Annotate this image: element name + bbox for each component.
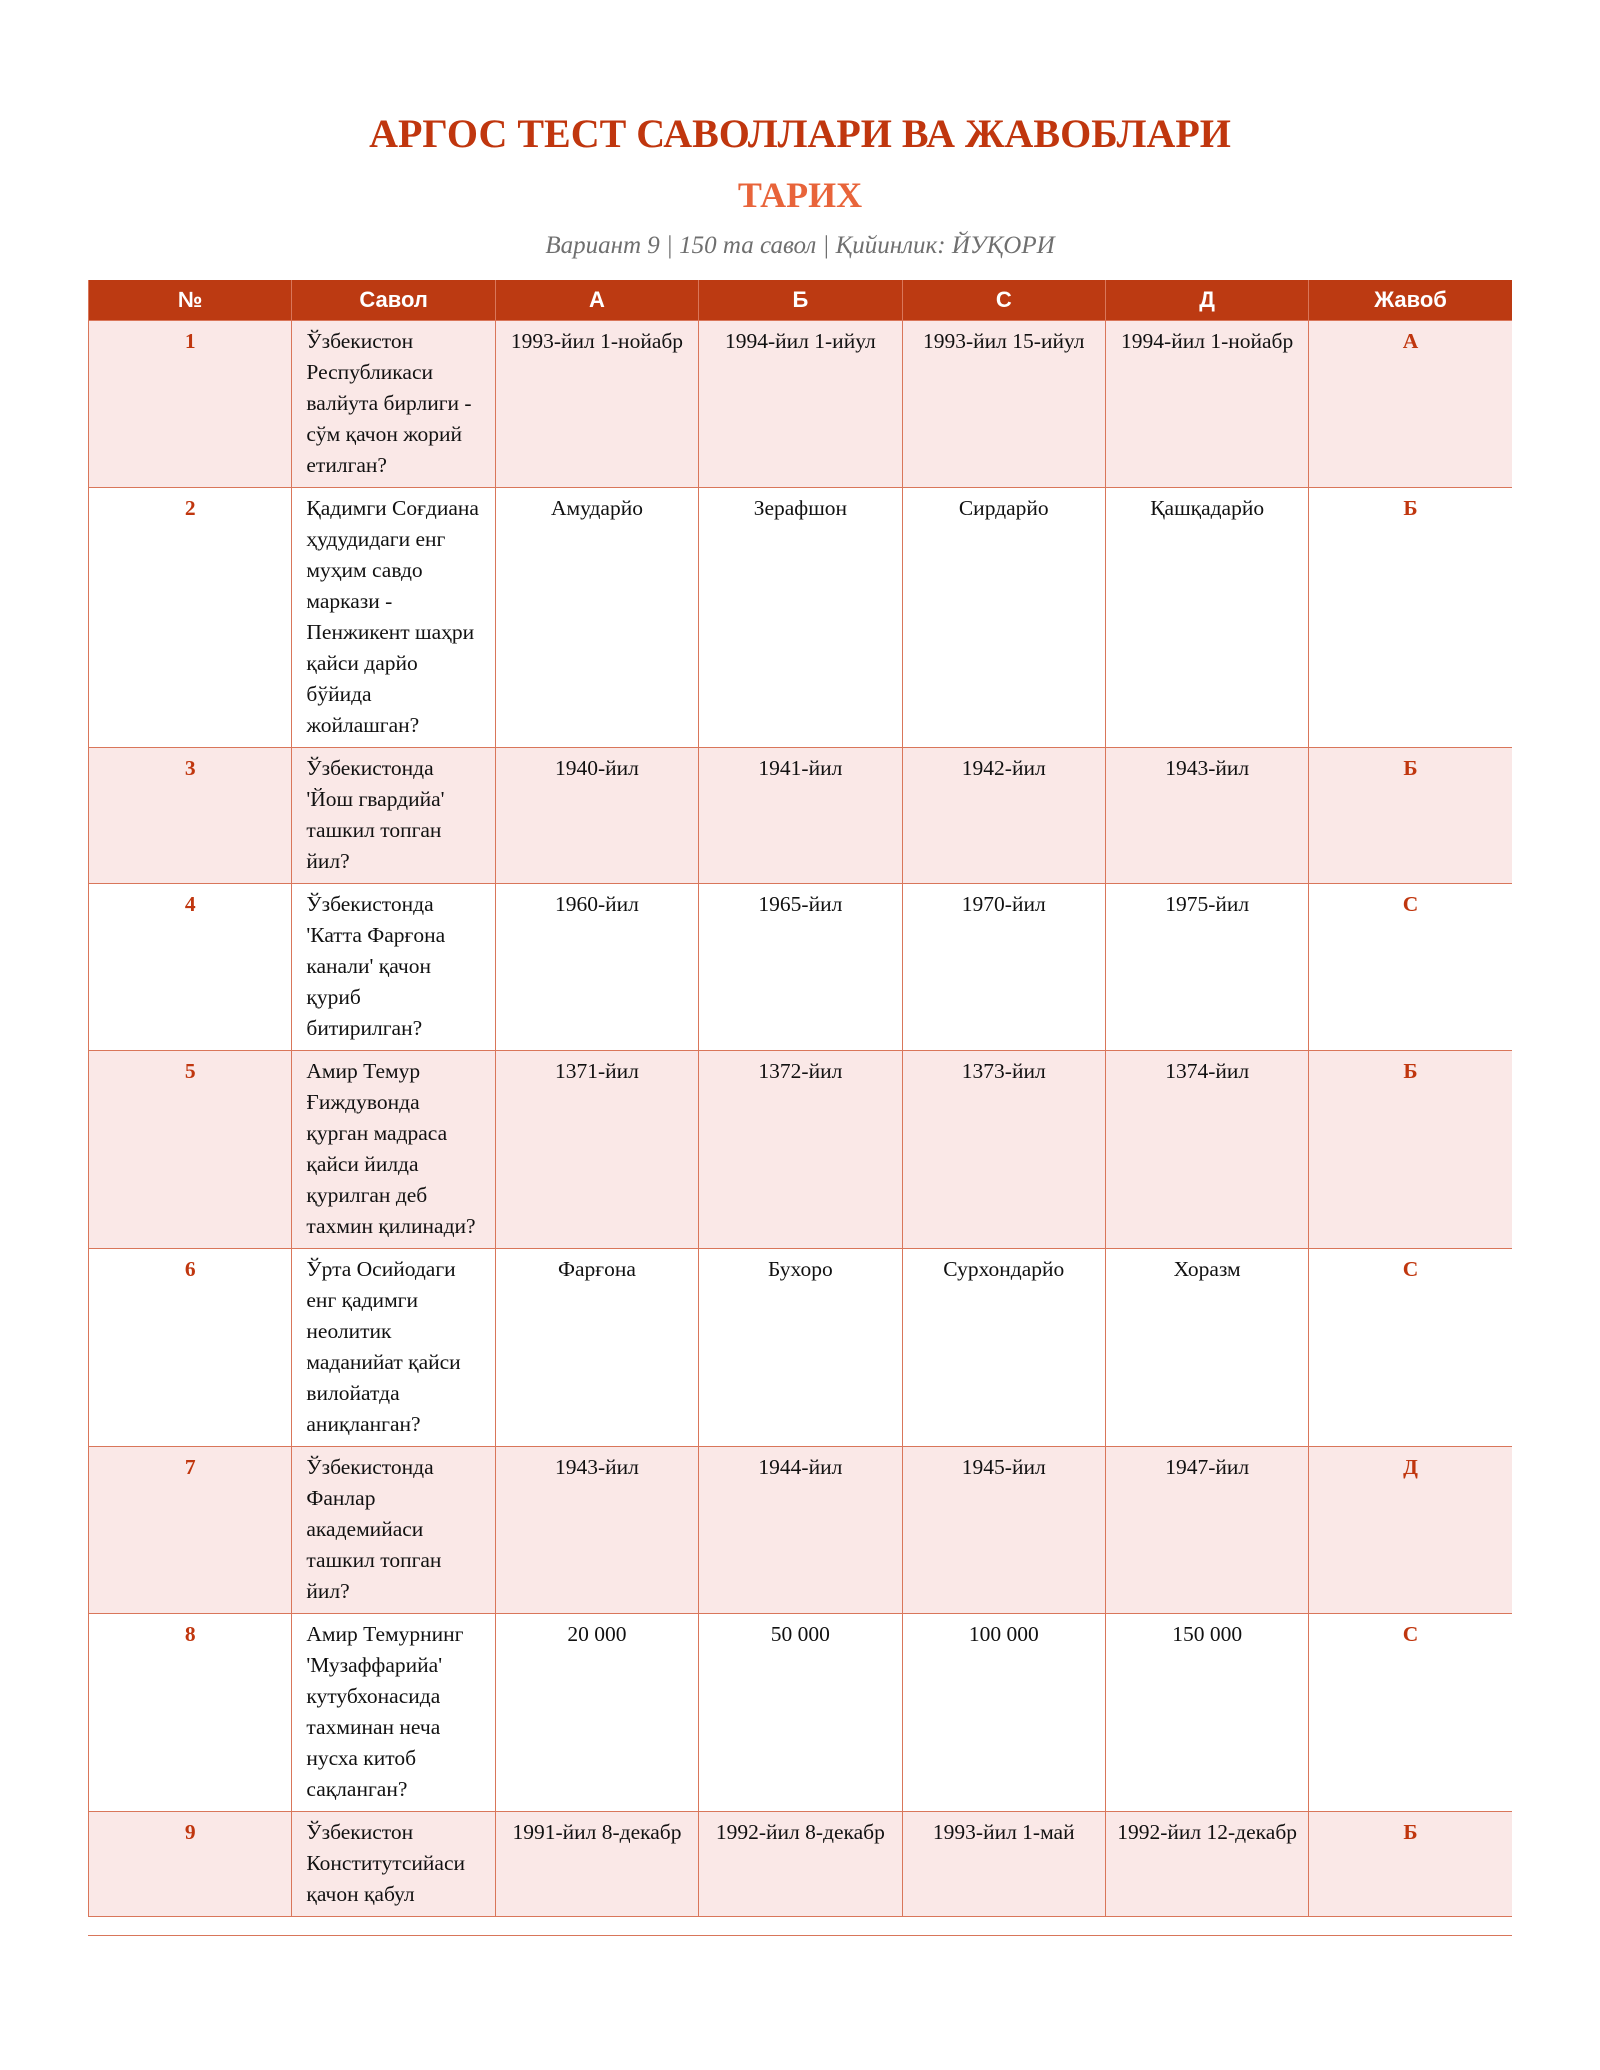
table-row [89, 1051, 1513, 1249]
question-number: 2 [89, 488, 292, 748]
answer: Д [1309, 1447, 1512, 1614]
option-d: 1374-йил [1105, 1051, 1308, 1249]
option-a: Амударйо [495, 488, 698, 748]
option-c: 1945-йил [902, 1447, 1105, 1614]
option-d: 150 000 [1105, 1614, 1308, 1812]
option-b: 1965-йил [699, 884, 902, 1051]
table-header [89, 280, 1513, 321]
document-title: АРГОС ТЕСТ САВОЛЛАРИ ВА ЖАВОБЛАРИ [369, 111, 1231, 156]
question-number: 4 [89, 884, 292, 1051]
table-row [89, 1447, 1513, 1614]
option-b: 1944-йил [699, 1447, 902, 1614]
question-text: Амир Темур Ғиждувонда қурган мадраса қайси йилда қурилган деб тахмин қилинади? [292, 1051, 495, 1249]
table-row [89, 321, 1513, 488]
question-text: Ўзбекистон Конститутсийаси қачон қабул [292, 1812, 495, 1917]
answer: Б [1309, 1051, 1512, 1249]
column-header-option-b: Б [699, 280, 902, 321]
option-d: Хоразм [1105, 1249, 1308, 1447]
question-text: Ўрта Осийодаги енг қадимги неолитик маданийат қайси вилойатда аниқланган? [292, 1249, 495, 1447]
option-b: 50 000 [699, 1614, 902, 1812]
option-a: 20 000 [495, 1614, 698, 1812]
option-b: Бухоро [699, 1249, 902, 1447]
option-a: 1993-йил 1-нойабр [495, 321, 698, 488]
option-c: 1993-йил 1-май [902, 1812, 1105, 1917]
subject-title: ТАРИХ [737, 175, 863, 215]
table-row [89, 488, 1513, 748]
table-row [89, 1812, 1513, 1917]
answer: Б [1309, 748, 1512, 884]
option-d: 1947-йил [1105, 1447, 1308, 1614]
table-row [89, 1614, 1513, 1812]
question-text: Ўзбекистонда Фанлар академийаси ташкил топган йил? [292, 1447, 495, 1614]
column-header-option-d: Д [1105, 280, 1308, 321]
option-c: 1970-йил [902, 884, 1105, 1051]
question-text: Ўзбекистонда 'Катта Фарғона канали' қачон қуриб битирилган? [292, 884, 495, 1051]
question-number: 6 [89, 1249, 292, 1447]
option-b: 1992-йил 8-декабр [699, 1812, 902, 1917]
question-text: Амир Темурнинг 'Музаффарийа' кутубхонасида тахминан неча нусха китоб сақланган? [292, 1614, 495, 1812]
answer: С [1309, 884, 1512, 1051]
answer: Б [1309, 488, 1512, 748]
answer: Б [1309, 1812, 1512, 1917]
table-body [89, 321, 1513, 1917]
question-text: Қадимги Соғдиана ҳудудидаги енг муҳим савдо маркази - Пенжикент шаҳри қайси дарйо бўйида жойлашган? [292, 488, 495, 748]
option-a: Фарғона [495, 1249, 698, 1447]
question-number: 5 [89, 1051, 292, 1249]
column-header-question: Савол [292, 280, 495, 321]
option-c: 100 000 [902, 1614, 1105, 1812]
question-number: 9 [89, 1812, 292, 1917]
option-a: 1940-йил [495, 748, 698, 884]
table-row [89, 884, 1513, 1051]
questions-table [88, 280, 1512, 1917]
question-number: 1 [89, 321, 292, 488]
header-row [89, 280, 1513, 321]
table-row [89, 748, 1513, 884]
column-header-option-a: А [495, 280, 698, 321]
option-d: 1943-йил [1105, 748, 1308, 884]
option-b: Зерафшон [699, 488, 902, 748]
option-a: 1943-йил [495, 1447, 698, 1614]
table-row [89, 1249, 1513, 1447]
option-a: 1991-йил 8-декабр [495, 1812, 698, 1917]
option-d: Қашқадарйо [1105, 488, 1308, 748]
option-b: 1941-йил [699, 748, 902, 884]
option-c: Сурхондарйо [902, 1249, 1105, 1447]
column-header-option-c: С [902, 280, 1105, 321]
questions-table-wrapper [88, 280, 1512, 1936]
option-d: 1994-йил 1-нойабр [1105, 321, 1308, 488]
option-d: 1992-йил 12-декабр [1105, 1812, 1308, 1917]
answer: С [1309, 1249, 1512, 1447]
question-number: 8 [89, 1614, 292, 1812]
question-text: Ўзбекистон Республикаси валйута бирлиги - сўм қачон жорий етилган? [292, 321, 495, 488]
answer: А [1309, 321, 1512, 488]
answer: С [1309, 1614, 1512, 1812]
option-b: 1372-йил [699, 1051, 902, 1249]
option-c: 1942-йил [902, 748, 1105, 884]
option-b: 1994-йил 1-ийул [699, 321, 902, 488]
option-c: Сирдарйо [902, 488, 1105, 748]
column-header-number: № [89, 280, 292, 321]
option-d: 1975-йил [1105, 884, 1308, 1051]
option-a: 1371-йил [495, 1051, 698, 1249]
option-c: 1993-йил 15-ийул [902, 321, 1105, 488]
option-a: 1960-йил [495, 884, 698, 1051]
question-number: 3 [89, 748, 292, 884]
question-text: Ўзбекистонда 'Йош гвардийа' ташкил топган йил? [292, 748, 495, 884]
variant-info: Вариант 9 | 150 та савол | Қийинлик: ЙУҚОРИ [545, 232, 1055, 259]
question-number: 7 [89, 1447, 292, 1614]
option-c: 1373-йил [902, 1051, 1105, 1249]
column-header-answer: Жавоб [1309, 280, 1512, 321]
